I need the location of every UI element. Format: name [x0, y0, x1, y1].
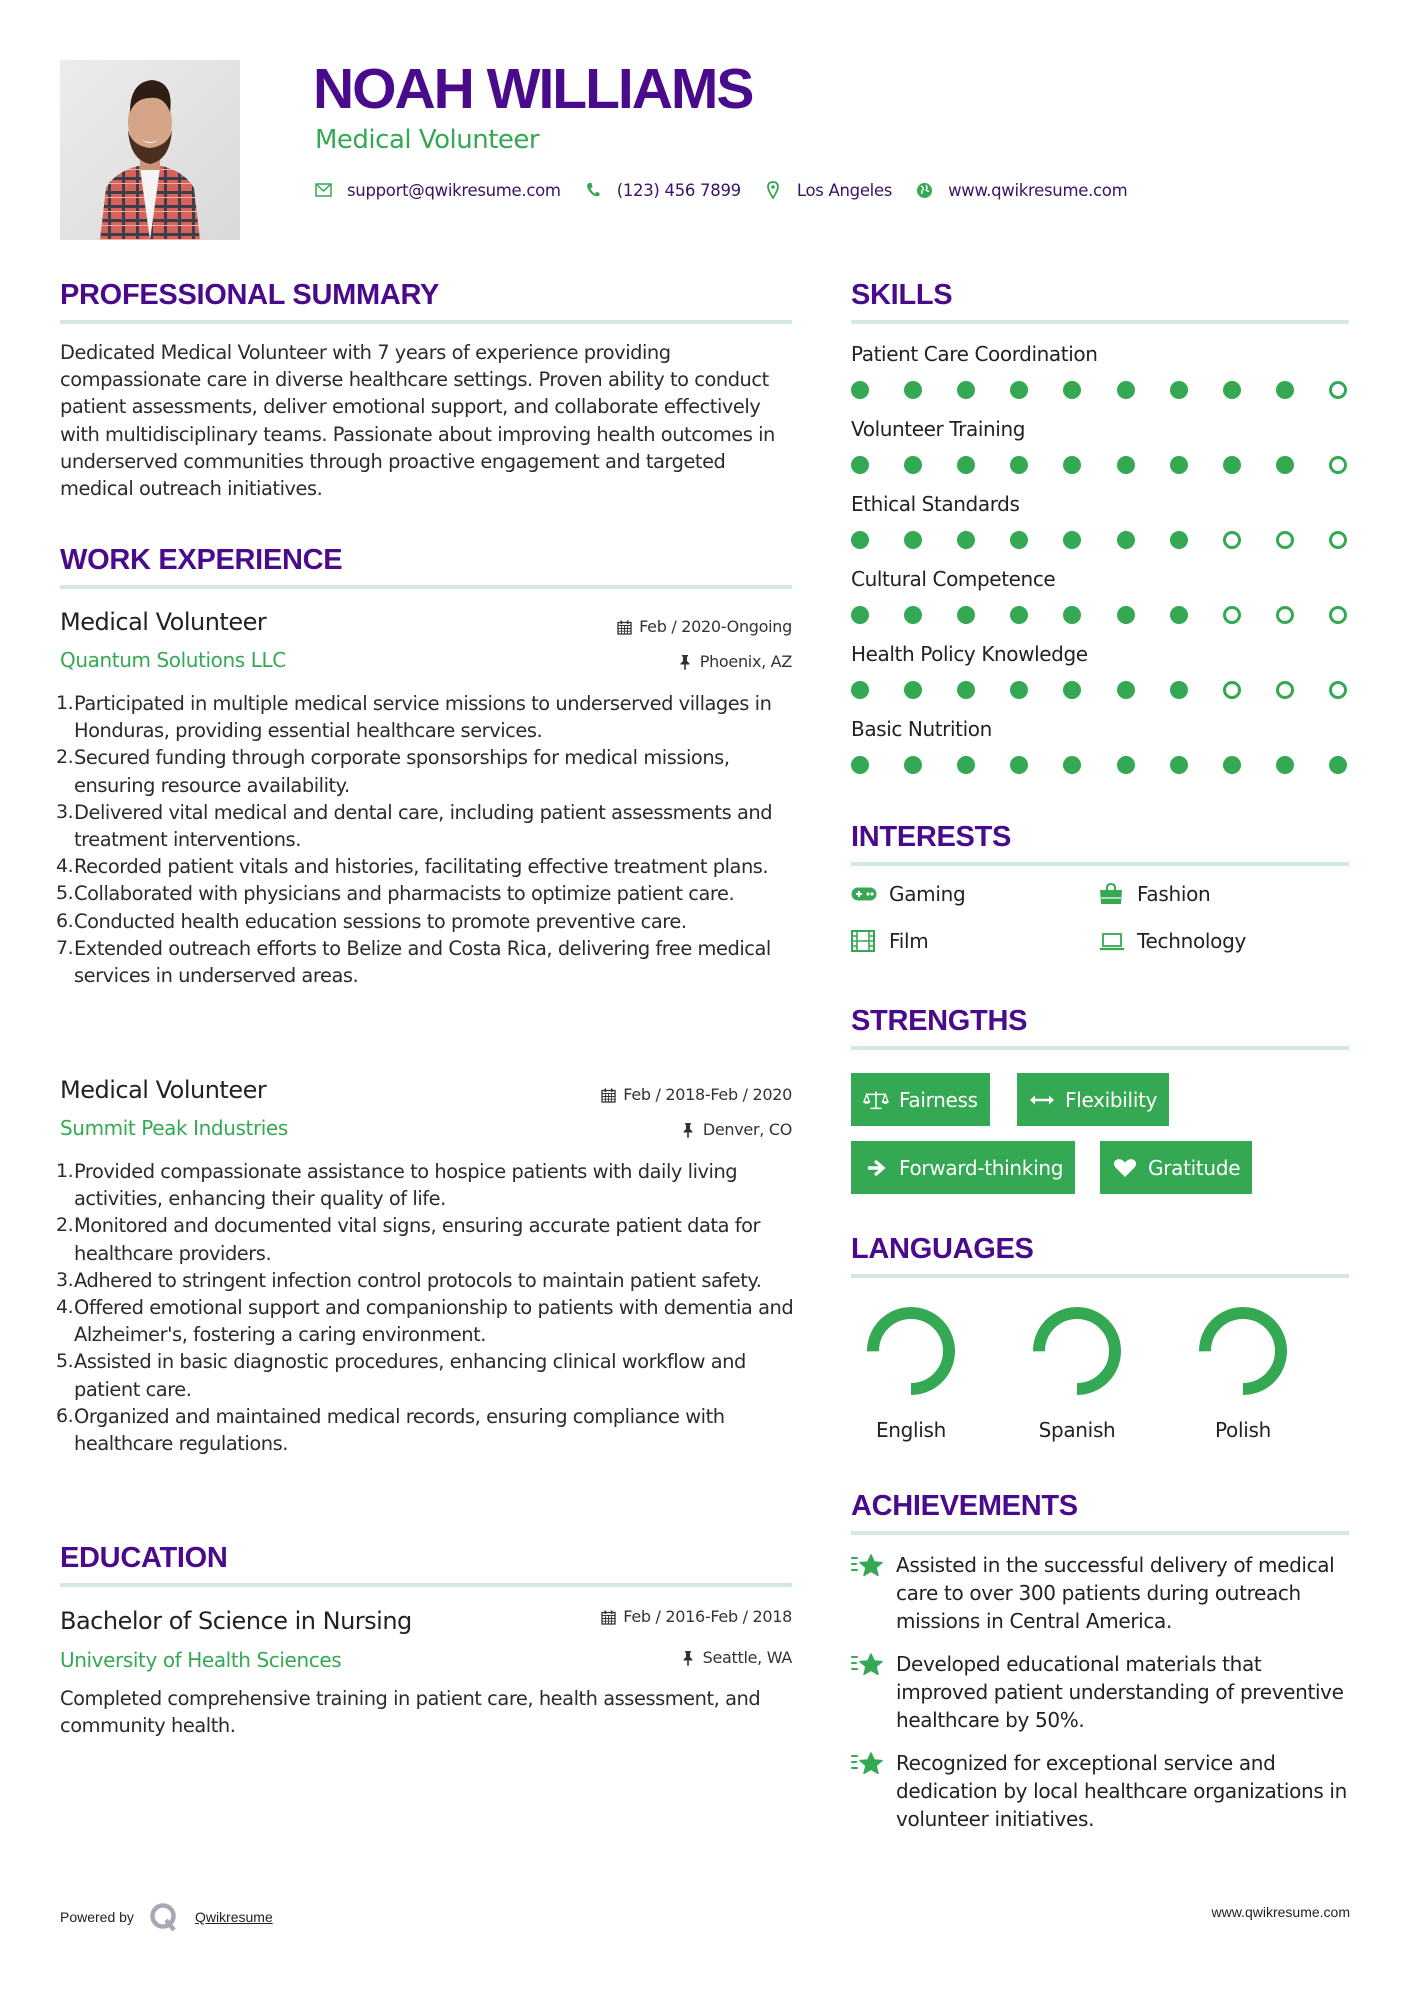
bullet-number: 5.	[56, 882, 74, 905]
skill-rating	[851, 530, 1347, 550]
rating-dot-filled	[1117, 456, 1135, 474]
bullet-item	[56, 799, 794, 853]
rating-dot-empty	[1276, 606, 1294, 624]
arrow-right-icon	[863, 1157, 889, 1179]
interest-item-film	[851, 929, 928, 953]
bullet-number: 4.	[56, 855, 74, 878]
interest-label: Fashion	[1137, 882, 1211, 906]
skill-name: Volunteer Training	[851, 417, 1026, 441]
rating-dot-filled	[1063, 381, 1081, 399]
rating-dot-filled	[1117, 531, 1135, 549]
job-title: Medical Volunteer	[60, 1076, 267, 1104]
star-icon	[851, 1650, 896, 1734]
language-proficiency-ring	[1029, 1303, 1125, 1399]
qwikresume-link[interactable]: Qwikresume	[194, 1909, 273, 1925]
language-proficiency-ring	[863, 1303, 959, 1399]
language-ring-arc	[1205, 1313, 1281, 1389]
section-title-strengths: STRENGTHS	[851, 1005, 1028, 1037]
contact-phone[interactable]: (123) 456 7899	[616, 180, 741, 200]
skill-name: Health Policy Knowledge	[851, 642, 1088, 666]
rating-dot-filled	[851, 531, 869, 549]
calendar-icon	[600, 1087, 616, 1103]
job-location	[680, 1119, 792, 1141]
rating-dot-filled	[1063, 531, 1081, 549]
rating-dot-filled	[1329, 756, 1347, 774]
section-divider	[851, 320, 1349, 324]
rating-dot-empty	[1329, 681, 1347, 699]
map-marker-icon	[763, 180, 783, 200]
job-location-text: Denver, CO	[702, 1120, 792, 1139]
skill-rating	[851, 455, 1347, 475]
language-item	[846, 1303, 976, 1443]
rating-dot-empty	[1223, 681, 1241, 699]
section-divider	[60, 585, 792, 589]
job-company: Quantum Solutions LLC	[60, 648, 286, 672]
skill-rating	[851, 680, 1347, 700]
rating-dot-filled	[904, 531, 922, 549]
job-bullets	[56, 1158, 794, 1457]
education-dates-text: Feb / 2016-Feb / 2018	[623, 1607, 792, 1626]
bullet-number: 1.	[56, 1160, 74, 1182]
education-degree: Bachelor of Science in Nursing	[60, 1607, 412, 1635]
strength-chip-forward-thinking	[851, 1141, 1075, 1194]
bullet-item	[56, 1267, 794, 1294]
rating-dot-filled	[904, 681, 922, 699]
bullet-number: 7.	[56, 936, 74, 959]
education-location-text: Seattle, WA	[702, 1648, 792, 1667]
achievement-text: Developed educational materials that improved patient understanding of preventive healthcare by 50%.	[896, 1652, 1344, 1732]
rating-dot-filled	[1170, 456, 1188, 474]
achievement-item	[851, 1650, 1351, 1734]
qwikresume-logo-icon	[149, 1902, 179, 1932]
strength-chip-gratitude	[1100, 1141, 1252, 1194]
bullet-text: Extended outreach efforts to Belize and Costa Rica, delivering free medical services in underserved areas.	[74, 936, 771, 988]
rating-dot-empty	[1329, 606, 1347, 624]
bullet-item	[56, 1403, 794, 1457]
language-name: English	[875, 1418, 947, 1442]
bullet-item	[56, 690, 794, 744]
achievement-text: Recognized for exceptional service and dedication by local healthcare organizations in volunteer initiatives.	[896, 1751, 1347, 1831]
person-portrait-icon	[60, 60, 240, 240]
rating-dot-filled	[957, 456, 975, 474]
rating-dot-filled	[851, 606, 869, 624]
bullet-number: 4.	[56, 1296, 74, 1319]
rating-dot-filled	[1063, 756, 1081, 774]
film-icon	[851, 930, 879, 952]
skill-rating	[851, 380, 1347, 400]
rating-dot-empty	[1329, 381, 1347, 399]
strength-label: Forward-thinking	[899, 1155, 1064, 1180]
education-description: Completed comprehensive training in patient care, health assessment, and community health.	[60, 1687, 761, 1738]
laptop-icon	[1099, 930, 1127, 952]
pushpin-icon	[680, 1122, 696, 1138]
strength-label: Gratitude	[1148, 1155, 1241, 1180]
rating-dot-filled	[851, 756, 869, 774]
contact-website[interactable]: www.qwikresume.com	[948, 180, 1128, 200]
rating-dot-filled	[904, 456, 922, 474]
contact-email[interactable]: support@qwikresume.com	[347, 180, 561, 200]
rating-dot-filled	[1170, 531, 1188, 549]
footer-powered-by	[60, 1902, 273, 1932]
rating-dot-filled	[1117, 681, 1135, 699]
achievement-text: Assisted in the successful delivery of medical care to over 300 patients during outreach missions in Central America.	[896, 1553, 1335, 1633]
section-title-skills: SKILLS	[851, 279, 953, 311]
bullet-number: 5.	[56, 1350, 74, 1373]
bullet-text: Provided compassionate assistance to hospice patients with daily living activities, enhancing their quality of life.	[74, 1160, 738, 1211]
candidate-role: Medical Volunteer	[315, 125, 540, 155]
profile-photo	[60, 60, 240, 240]
rating-dot-filled	[1276, 381, 1294, 399]
achievement-item	[851, 1749, 1351, 1833]
rating-dot-empty	[1276, 681, 1294, 699]
bullet-item	[56, 744, 794, 798]
skill-name: Cultural Competence	[851, 567, 1056, 591]
contact-location: Los Angeles	[796, 180, 893, 200]
rating-dot-filled	[1223, 756, 1241, 774]
strength-chip-flexibility	[1017, 1073, 1169, 1126]
phone-icon	[583, 180, 603, 200]
calendar-icon	[600, 1609, 616, 1625]
rating-dot-empty	[1223, 606, 1241, 624]
job-dates	[616, 616, 792, 638]
skill-name: Ethical Standards	[851, 492, 1020, 516]
bullet-text: Secured funding through corporate sponsorships for medical missions, ensuring resource availability.	[74, 746, 730, 797]
rating-dot-filled	[851, 456, 869, 474]
bullet-number: 2.	[56, 1214, 74, 1237]
rating-dot-filled	[1276, 456, 1294, 474]
section-title-summary: PROFESSIONAL SUMMARY	[60, 279, 440, 311]
section-title-achievements: ACHIEVEMENTS	[851, 1490, 1078, 1522]
rating-dot-filled	[1117, 381, 1135, 399]
shopping-bag-icon	[1099, 883, 1127, 905]
job-bullets	[56, 690, 794, 989]
rating-dot-filled	[904, 381, 922, 399]
section-divider	[851, 862, 1349, 866]
skill-rating	[851, 755, 1347, 775]
section-title-education: EDUCATION	[60, 1542, 228, 1574]
powered-by-label: Powered by	[60, 1909, 134, 1925]
section-title-experience: WORK EXPERIENCE	[60, 544, 343, 576]
bullet-text: Monitored and documented vital signs, ensuring accurate patient data for healthcare providers.	[74, 1214, 761, 1265]
gamepad-icon	[851, 883, 879, 905]
job-company: Summit Peak Industries	[60, 1116, 288, 1140]
rating-dot-filled	[957, 681, 975, 699]
arrows-horizontal-icon	[1029, 1089, 1055, 1111]
rating-dot-filled	[1010, 756, 1028, 774]
bullet-number: 3.	[56, 800, 74, 823]
rating-dot-filled	[1010, 606, 1028, 624]
rating-dot-filled	[957, 381, 975, 399]
skill-rating	[851, 605, 1347, 625]
rating-dot-filled	[957, 756, 975, 774]
globe-icon	[914, 180, 934, 200]
education-dates	[600, 1606, 792, 1628]
rating-dot-filled	[1063, 606, 1081, 624]
strength-label: Flexibility	[1065, 1087, 1158, 1112]
language-ring-arc	[873, 1313, 949, 1389]
rating-dot-filled	[1010, 456, 1028, 474]
bullet-item	[56, 880, 794, 907]
language-ring-arc	[1039, 1313, 1115, 1389]
section-divider	[60, 1583, 792, 1587]
section-title-languages: LANGUAGES	[851, 1233, 1034, 1265]
skill-name: Patient Care Coordination	[851, 342, 1098, 366]
rating-dot-filled	[1170, 756, 1188, 774]
language-name: Polish	[1215, 1418, 1271, 1442]
bullet-number: 3.	[56, 1268, 74, 1291]
bullet-number: 1.	[56, 692, 74, 714]
education-school: University of Health Sciences	[60, 1648, 342, 1672]
job-dates	[600, 1084, 792, 1106]
bullet-item	[56, 935, 794, 989]
bullet-text: Participated in multiple medical service missions to underserved villages in Honduras, providing essential healthcare services.	[74, 692, 772, 743]
interest-item-gaming	[851, 882, 965, 906]
rating-dot-filled	[1010, 531, 1028, 549]
rating-dot-filled	[1010, 681, 1028, 699]
job-location-text: Phoenix, AZ	[699, 652, 792, 671]
star-icon	[851, 1749, 896, 1833]
bullet-text: Collaborated with physicians and pharmacists to optimize patient care.	[74, 882, 735, 906]
bullet-text: Offered emotional support and companionship to patients with dementia and Alzheimer's, fostering a caring environment.	[74, 1296, 794, 1347]
bullet-text: Organized and maintained medical records, ensuring compliance with healthcare regulations.	[74, 1404, 725, 1456]
rating-dot-filled	[1117, 756, 1135, 774]
interest-label: Film	[889, 929, 929, 953]
rating-dot-filled	[851, 681, 869, 699]
section-divider	[851, 1531, 1349, 1535]
bullet-text: Assisted in basic diagnostic procedures, enhancing clinical workflow and patient care.	[74, 1350, 746, 1401]
section-title-interests: INTERESTS	[851, 821, 1012, 853]
section-divider	[60, 320, 792, 324]
skill-name: Basic Nutrition	[851, 717, 992, 741]
summary-text: Dedicated Medical Volunteer with 7 years of experience providing compassionate care in diverse healthcare settings. Proven ability to conduct patient assessments, deliver emotional support, and collaborate effectively with multidisciplinary teams. Passionate about improving health outcomes in underserved communities through proactive engagement and targeted medical outreach initiatives.	[60, 341, 775, 501]
rating-dot-filled	[904, 606, 922, 624]
bullet-text: Adhered to stringent infection control protocols to maintain patient safety.	[74, 1268, 762, 1292]
interest-label: Technology	[1137, 929, 1247, 953]
envelope-icon	[313, 180, 333, 200]
job-title: Medical Volunteer	[60, 608, 267, 636]
calendar-icon	[616, 619, 632, 635]
rating-dot-filled	[1010, 381, 1028, 399]
interest-item-technology	[1099, 929, 1246, 953]
bullet-text: Delivered vital medical and dental care, including patient assessments and treatment interventions.	[74, 800, 773, 852]
rating-dot-filled	[1276, 756, 1294, 774]
bullet-text: Conducted health education sessions to promote preventive care.	[74, 909, 687, 933]
language-name: Spanish	[1038, 1418, 1116, 1442]
language-proficiency-ring	[1195, 1303, 1291, 1399]
achievement-item	[851, 1551, 1351, 1635]
pushpin-icon	[677, 654, 693, 670]
heart-icon	[1112, 1157, 1138, 1179]
balance-scale-icon	[863, 1089, 889, 1111]
rating-dot-filled	[1170, 381, 1188, 399]
rating-dot-filled	[1063, 681, 1081, 699]
bullet-number: 6.	[56, 1404, 74, 1427]
rating-dot-filled	[957, 606, 975, 624]
rating-dot-empty	[1223, 531, 1241, 549]
bullet-text: Recorded patient vitals and histories, facilitating effective treatment plans.	[74, 855, 769, 879]
bullet-item	[56, 1348, 794, 1402]
rating-dot-filled	[1170, 681, 1188, 699]
rating-dot-filled	[904, 756, 922, 774]
rating-dot-filled	[1223, 456, 1241, 474]
interest-label: Gaming	[889, 882, 966, 906]
footer-website[interactable]: www.qwikresume.com	[1211, 1904, 1350, 1920]
bullet-item	[56, 1212, 794, 1266]
rating-dot-filled	[1223, 381, 1241, 399]
strength-chip-fairness	[851, 1073, 990, 1126]
rating-dot-empty	[1276, 531, 1294, 549]
candidate-name: NOAH WILLIAMS	[313, 57, 753, 121]
bullet-item	[56, 853, 794, 880]
job-location	[677, 651, 792, 673]
contact-bar	[313, 176, 1149, 204]
bullet-item	[56, 908, 794, 935]
bullet-number: 2.	[56, 746, 74, 769]
rating-dot-filled	[851, 381, 869, 399]
language-item	[1178, 1303, 1308, 1443]
interest-item-fashion	[1099, 882, 1210, 906]
job-dates-text: Feb / 2018-Feb / 2020	[623, 1085, 792, 1104]
section-divider	[851, 1274, 1349, 1278]
job-dates-text: Feb / 2020-Ongoing	[639, 617, 792, 636]
bullet-item	[56, 1294, 794, 1348]
bullet-number: 6.	[56, 909, 74, 932]
rating-dot-filled	[957, 531, 975, 549]
rating-dot-empty	[1329, 531, 1347, 549]
language-item	[1012, 1303, 1142, 1443]
bullet-item	[56, 1158, 794, 1212]
education-location	[680, 1647, 792, 1669]
rating-dot-filled	[1063, 456, 1081, 474]
strength-label: Fairness	[899, 1087, 978, 1112]
pushpin-icon	[680, 1650, 696, 1666]
star-icon	[851, 1551, 896, 1635]
section-divider	[851, 1046, 1349, 1050]
rating-dot-empty	[1329, 456, 1347, 474]
rating-dot-filled	[1117, 606, 1135, 624]
rating-dot-filled	[1170, 606, 1188, 624]
